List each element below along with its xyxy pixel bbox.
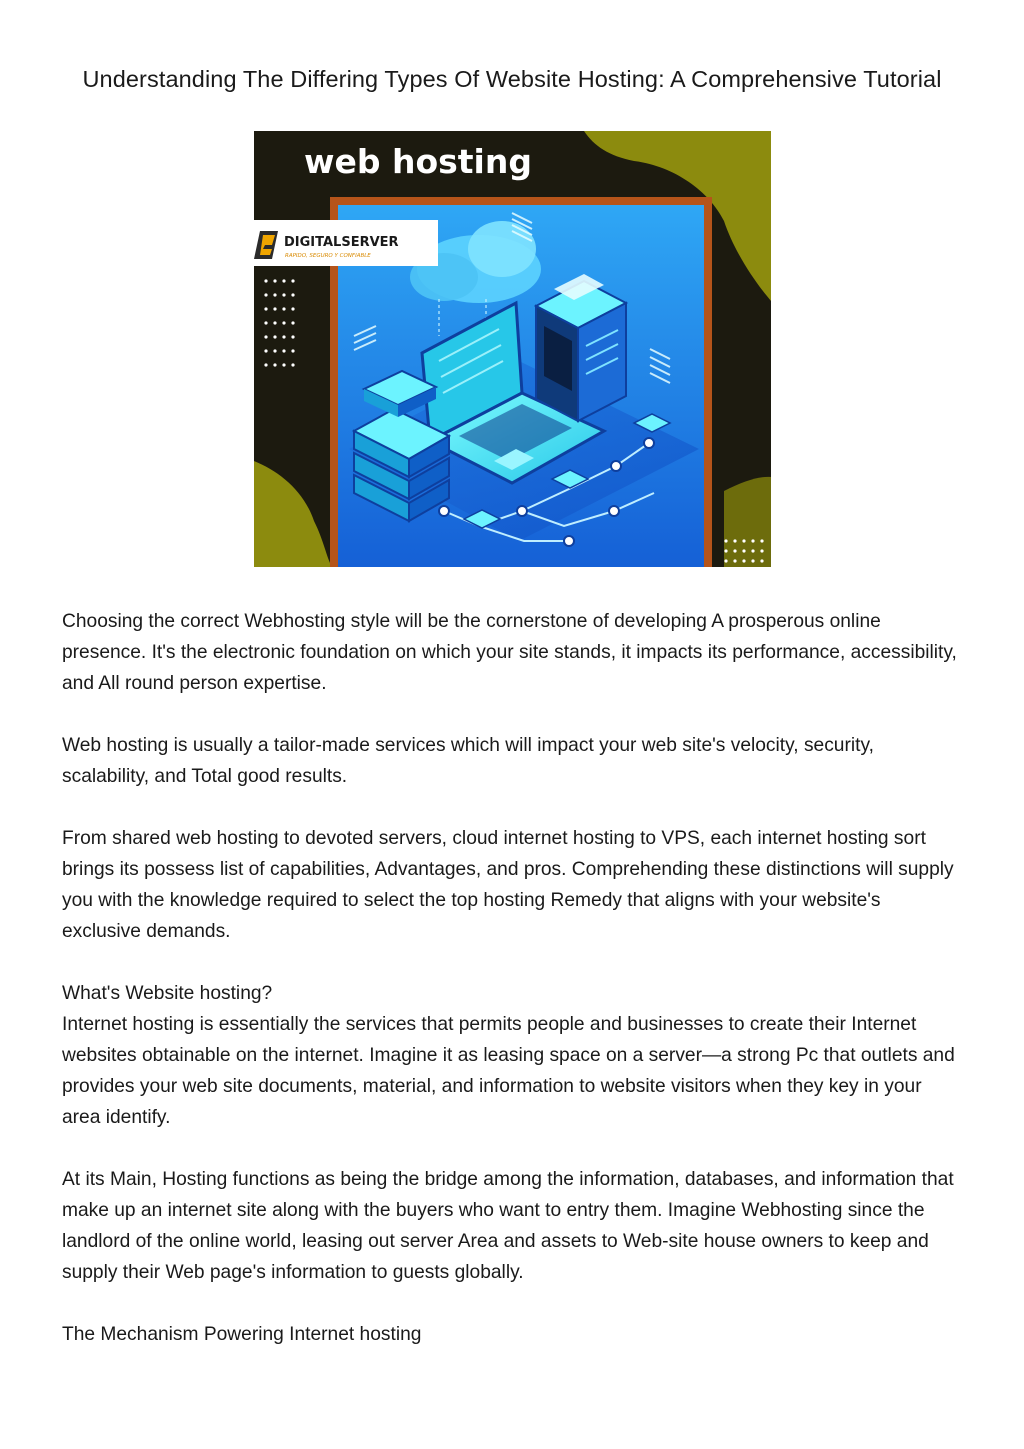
page-title: Understanding The Differing Types Of Website Hosting: A Comprehensive Tutorial [82, 66, 942, 92]
hero-heading: web hosting [304, 142, 532, 181]
server-stack-icon [354, 371, 449, 521]
hero-image [254, 131, 771, 567]
digitalserver-logo [254, 220, 438, 266]
paragraph-definition: Internet hosting is essentially the services that permits people and businesses to create their Internet websites obtainable on the internet. Imagine it as leasing space on a server—a strong Pc that outlets and provides your web site documents, material, and information to website visitors when they key in your area identify. [62, 1014, 955, 1128]
article-body [62, 606, 962, 1350]
olive-shape-bottom-right [724, 477, 771, 567]
paragraph-intro: Choosing the correct Webhosting style will be the cornerstone of developing A prosperous online presence. It's the electronic foundation on which your site stands, it impacts its performance, accessibility, and All round person expertise. [62, 611, 957, 694]
section-heading-what-is-hosting: What's Website hosting? [62, 983, 273, 1004]
section-heading-mechanism: The Mechanism Powering Internet hosting [62, 1324, 422, 1345]
logo-tagline: RAPIDO, SEGURO Y CONFIABLE [285, 253, 371, 259]
paragraph-bridge: At its Main, Hosting functions as being the bridge among the information, databases, and information that make up an internet site along with the buyers who want to entry them. Imagine Webhosting since the landlord of the online world, leasing out server Area and assets to Web-site house owners to keep and supply their Web page's information to guests globally. [62, 1169, 954, 1283]
logo-text: DIGITALSERVER [284, 235, 399, 250]
paragraph-hosting-types: From shared web hosting to devoted servers, cloud internet hosting to VPS, each internet hosting sort brings its possess list of capabilities, Advantages, and pros. Comprehending these distinctions will supply you with the knowledge required to select the top hosting Remedy that aligns with your website's exclusive demands. [62, 828, 954, 942]
paragraph-web-hosting: Web hosting is usually a tailor-made services which will impact your web site's velocity, security, scalability, and Total good results. [62, 735, 874, 787]
